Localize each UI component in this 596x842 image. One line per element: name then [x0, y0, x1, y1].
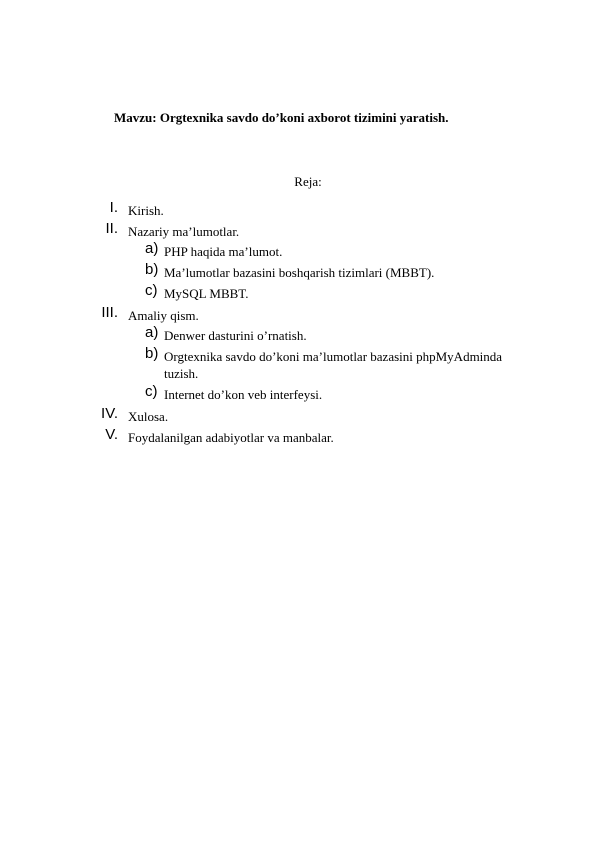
sub-item-letter: b)	[145, 345, 159, 362]
sub-item-text-continued: tuzish.	[164, 366, 199, 381]
item-text: Nazariy ma’lumotlar.	[128, 224, 240, 239]
item-number: III.	[101, 304, 118, 321]
sub-item-text: MySQL MBBT.	[164, 286, 249, 301]
document-title: Mavzu: Orgtexnika savdo do’koni axborot tizimini yaratish.	[114, 110, 449, 125]
item-text: Xulosa.	[128, 409, 169, 424]
sub-item-text: Internet do’kon veb interfeysi.	[164, 387, 323, 402]
sub-item-letter: a)	[145, 324, 159, 341]
sub-item-text: Orgtexnika savdo do’koni ma’lumotlar bazasini phpMyAdminda	[164, 349, 503, 364]
sub-item-letter: c)	[145, 383, 158, 400]
item-text: Amaliy qism.	[128, 308, 199, 323]
plan-heading: Reja:	[294, 174, 322, 189]
sub-item-text: PHP haqida ma’lumot.	[164, 244, 283, 259]
sub-item-letter: c)	[145, 282, 158, 299]
sub-item-text: Ma’lumotlar bazasini boshqarish tizimlari (MBBT).	[164, 265, 435, 280]
item-text: Foydalanilgan adabiyotlar va manbalar.	[128, 430, 334, 445]
item-number: II.	[105, 220, 118, 237]
sub-item-letter: a)	[145, 240, 159, 257]
item-text: Kirish.	[128, 203, 164, 218]
item-number: IV.	[101, 405, 118, 422]
sub-item-text: Denwer dasturini o’rnatish.	[164, 328, 307, 343]
item-number: V.	[105, 426, 118, 443]
sub-item-letter: b)	[145, 261, 159, 278]
item-number: I.	[109, 199, 118, 216]
